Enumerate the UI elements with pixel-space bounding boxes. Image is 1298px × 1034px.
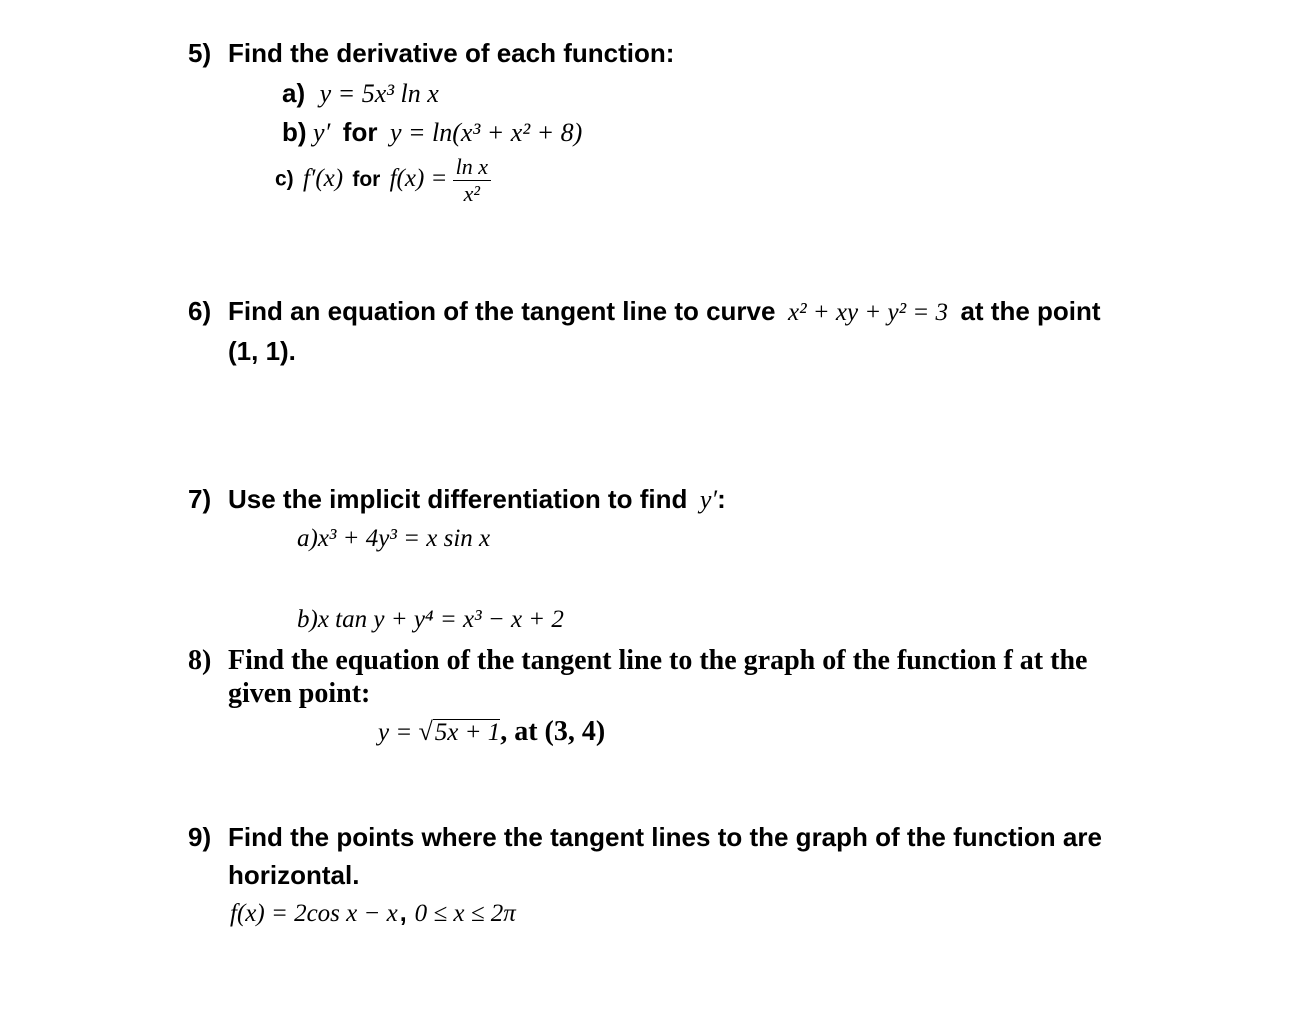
- question-6-text-before: Find an equation of the tangent line to curve: [228, 296, 776, 326]
- question-7-line: [228, 484, 726, 515]
- question-5-number: 5): [188, 38, 212, 68]
- question-5a-expression: y = 5x³ ln x: [319, 79, 439, 108]
- question-5a-label: a): [282, 78, 306, 108]
- question-8-radicand: 5x + 1: [434, 719, 501, 746]
- question-9-comma: ,: [399, 899, 407, 927]
- question-5b-for: for: [342, 117, 378, 147]
- question-8-expression: [378, 716, 605, 748]
- question-9-number: 9): [188, 822, 212, 852]
- question-9-line2: horizontal.: [228, 860, 360, 890]
- question-8-lhs: y =: [378, 719, 413, 746]
- question-9-domain: 0 ≤ x ≤ 2π: [414, 900, 516, 927]
- question-8-tail: , at (3, 4): [500, 716, 606, 747]
- question-6-expression: x² + xy + y² = 3: [787, 299, 948, 326]
- question-8-line2: given point:: [228, 678, 371, 709]
- question-5c-for: for: [352, 167, 381, 191]
- question-5c: [275, 155, 491, 206]
- question-5b-label: b): [282, 117, 307, 147]
- question-9-line1: Find the points where the tangent lines to the graph of the function are: [228, 822, 1102, 852]
- question-5b-expression: y = ln(x³ + x² + 8): [389, 118, 583, 147]
- question-5c-fraction: [453, 155, 491, 206]
- question-5c-numerator: ln x: [453, 155, 491, 181]
- question-7a-expression: a)x³ + 4y³ = x sin x: [297, 525, 491, 552]
- question-7-text: Use the implicit differentiation to find: [228, 484, 688, 514]
- square-root-icon: √: [418, 717, 433, 746]
- question-5c-fprime: f′(x): [302, 164, 344, 192]
- question-7-yprime: y′: [699, 485, 718, 514]
- question-6-number: 6): [188, 296, 212, 326]
- question-5-title: Find the derivative of each function:: [228, 38, 675, 68]
- question-5c-label: c): [275, 167, 294, 191]
- question-6-text-after: at the point: [960, 296, 1101, 326]
- question-5b-yprime: y′: [313, 118, 331, 147]
- question-9-expression: f(x) = 2cos x − x: [230, 900, 398, 927]
- question-9-expression-line: [230, 899, 516, 928]
- question-5a: [282, 78, 439, 109]
- question-7-colon: :: [717, 484, 726, 514]
- question-7-number: 7): [188, 484, 212, 514]
- question-6-line2: (1, 1).: [228, 336, 296, 366]
- question-5c-denominator: x²: [463, 181, 481, 207]
- question-7b-expression: b)x tan y + y⁴ = x³ − x + 2: [297, 606, 564, 633]
- question-8-number: 8): [188, 645, 212, 676]
- question-5b: [282, 117, 582, 148]
- question-8-line1: Find the equation of the tangent line to the graph of the function f at the: [228, 645, 1088, 676]
- question-6-line1: [228, 296, 1101, 327]
- question-5c-lhs: f(x) =: [389, 164, 448, 192]
